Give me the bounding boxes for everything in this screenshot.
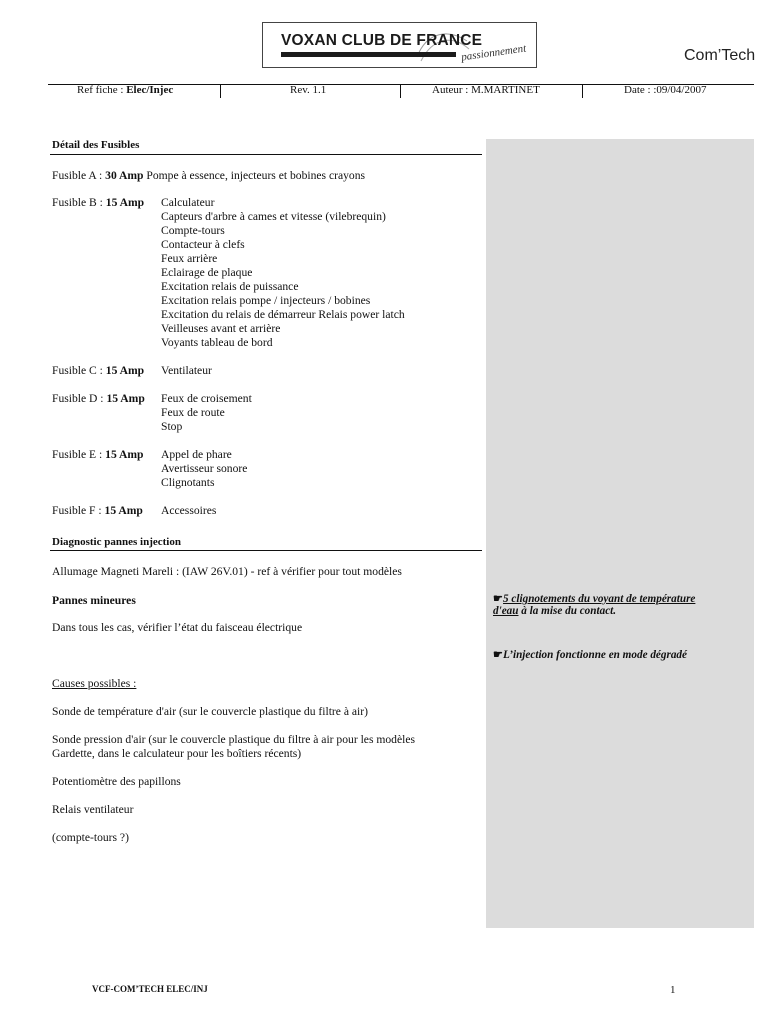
fuse-e-amp: 15 Amp [105,448,144,461]
fuse-b-amp: 15 Amp [105,196,145,209]
cause-item: (compte-tours ?) [52,831,129,844]
fuse-f-amp: 15 Amp [104,504,143,517]
cause-item: Sonde pression d'air (sur le couvercle plastique du filtre à air pour les modèles [52,733,415,746]
fuse-f-label: Fusible F : [52,504,105,517]
logo-tagline: passionnement [460,42,527,64]
fuse-b [52,196,144,209]
note-mode-degrade [493,648,687,661]
fuse-b-item: Excitation relais de puissance [161,280,299,293]
logo-underline [281,52,456,57]
note-clignotements-cont [493,605,616,617]
fuse-b-item: Excitation du relais de démarreur Relais power latch [161,308,405,321]
notes-panel [486,139,754,928]
pannes-mineures-title: Pannes mineures [52,594,136,607]
fuse-b-item: Compte-tours [161,224,225,237]
fuse-c [52,364,144,377]
fuse-d [52,392,145,405]
fuse-e-item: Appel de phare [161,448,232,461]
section-rule [50,550,482,551]
note-clignotements [493,592,695,605]
note-2-text: L’injection fonctionne en mode dégradé [503,649,687,661]
allumage-info: Allumage Magneti Mareli : (IAW 26V.01) - ref à vérifier pour tout modèles [52,565,402,578]
note-1-underlined: d'eau [493,605,519,617]
note-1-line-2: à la mise du contact. [518,605,617,617]
author: Auteur : M.MARTINET [432,84,540,96]
fuse-f [52,504,143,517]
pointing-hand-icon: ☛ [493,649,504,661]
cause-item: Gardette, dans le calculateur pour les boîtiers récents) [52,747,302,760]
club-logo [262,22,537,68]
fuse-b-item: Capteurs d'arbre à cames et vitesse (vilebrequin) [161,210,386,223]
fuse-f-item: Accessoires [161,504,217,517]
fuse-a [52,169,365,182]
fuse-b-item: Voyants tableau de bord [161,336,273,349]
fuse-c-amp: 15 Amp [105,364,145,377]
ref-label: Ref fiche : [77,84,127,96]
fuse-c-item: Ventilateur [161,364,212,377]
fuse-e-item: Avertisseur sonore [161,462,248,475]
fuse-c-label: Fusible C : [52,364,106,377]
fuse-d-item: Feux de croisement [161,392,252,405]
fuse-d-item: Feux de route [161,406,225,419]
cause-item: Potentiomètre des papillons [52,775,181,788]
fuse-b-item: Contacteur à clefs [161,238,245,251]
fuse-b-item: Eclairage de plaque [161,266,253,279]
page-number: 1 [670,984,676,996]
fuse-a-amp: 30 Amp [105,169,144,182]
section-title-fusibles: Détail des Fusibles [52,139,140,151]
fuse-d-amp: 15 Amp [106,392,145,405]
fuse-b-item: Excitation relais pompe / injecteurs / bobines [161,294,371,307]
check-faisceau: Dans tous les cas, vérifier l’état du faisceau électrique [52,621,303,634]
fuse-b-item: Feux arrière [161,252,218,265]
header-separator [220,85,221,98]
fuse-e [52,448,143,461]
fuse-a-label: Fusible A : [52,169,106,182]
fuse-e-item: Clignotants [161,476,215,489]
brand-comtech: Com’Tech [684,47,756,64]
pointing-hand-icon: ☛ [493,593,504,605]
footer-ref: VCF-COM’TECH ELEC/INJ [92,984,208,994]
causes-title: Causes possibles : [52,677,137,690]
cause-item: Relais ventilateur [52,803,134,816]
fuse-d-label: Fusible D : [52,392,107,405]
header-separator [582,85,583,98]
note-1-line-1: 5 clignotements du voyant de température [503,593,696,605]
date: Date : :09/04/2007 [624,84,707,96]
revision: Rev. 1.1 [290,84,327,96]
ref-value: Elec/Injec [126,84,174,96]
logo-text: VOXAN CLUB DE FRANCE [281,32,483,49]
ref-fiche [77,84,173,96]
fuse-a-desc: Pompe à essence, injecteurs et bobines crayons [143,169,365,182]
fuse-b-item: Veilleuses avant et arrière [161,322,281,335]
fuse-d-item: Stop [161,420,183,433]
section-title-diagnostic: Diagnostic pannes injection [52,536,181,548]
fuse-b-label: Fusible B : [52,196,106,209]
section-rule [50,154,482,155]
cause-item: Sonde de température d'air (sur le couvercle plastique du filtre à air) [52,705,368,718]
header-separator [400,85,401,98]
fuse-e-label: Fusible E : [52,448,106,461]
fuse-b-item: Calculateur [161,196,215,209]
